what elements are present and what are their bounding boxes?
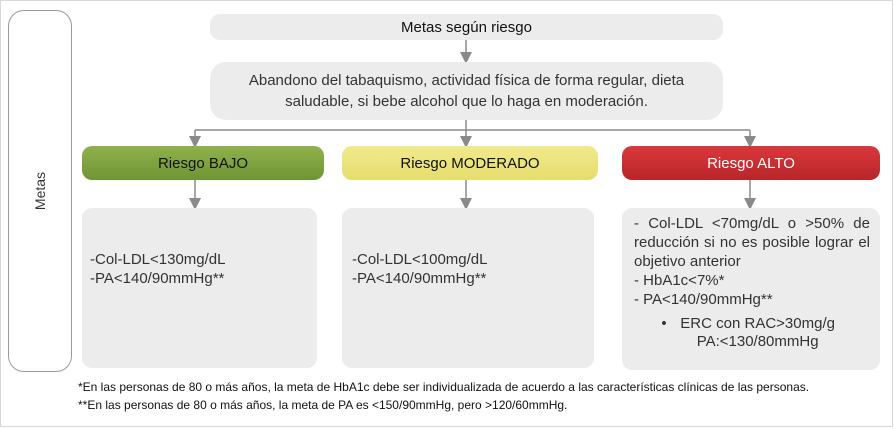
goals-moderate [342, 208, 594, 368]
goals-high [622, 208, 880, 370]
goal-low-ldl: -Col-LDL<130mg/dL [90, 251, 226, 268]
goal-low-pa: -PA<140/90mmHg** [90, 270, 225, 287]
goal-mod-ldl: -Col-LDL<100mg/dL [352, 251, 488, 268]
footnote-hba1c: *En las personas de 80 o más años, la meta de HbA1c debe ser individualizada de acuerdo a las características clínicas de las personas. [78, 380, 810, 394]
diagram-title: Metas según riesgo [210, 14, 723, 40]
goal-high-hba1c: - HbA1c<7%* [634, 272, 725, 289]
goal-high-erc-bullet [634, 315, 870, 351]
goals-low [82, 208, 317, 368]
general-recommendation: Abandono del tabaquismo, actividad física de forma regular, dieta saludable, si bebe alcohol que lo haga en moderación. [210, 62, 723, 120]
goal-mod-pa: -PA<140/90mmHg** [352, 270, 487, 287]
goal-high-ldl: - Col-LDL <70mg/dL o >50% de reducción si no es posible lograr el objetivo anterior [634, 215, 870, 270]
risk-moderate-header: Riesgo MODERADO [342, 146, 598, 180]
bullet-dot-icon: • [661, 315, 667, 332]
goal-high-pa: - PA<140/90mmHg** [634, 291, 773, 308]
risk-low-header: Riesgo BAJO [82, 146, 324, 180]
side-label: Metas [32, 171, 48, 211]
risk-high-header: Riesgo ALTO [622, 146, 880, 180]
goal-high-erc-text: ERC con RAC>30mg/g PA:<130/80mmHg [680, 315, 835, 350]
footnote-pa: **En las personas de 80 o más años, la meta de PA es <150/90mmHg, pero >120/60mmHg. [78, 398, 568, 412]
